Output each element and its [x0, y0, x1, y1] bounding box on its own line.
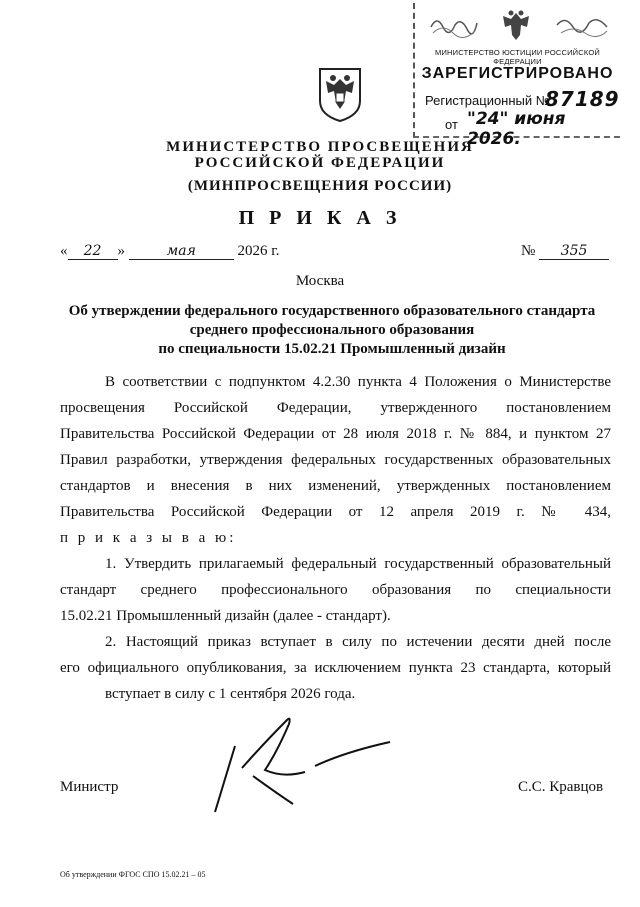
stamp-scribble — [555, 13, 610, 39]
body-paragraph-2 — [60, 551, 611, 629]
text-line: его официального опубликования, за исключением пункта 23 стандарта, который — [60, 660, 611, 676]
document-footer: Об утверждении ФГОС СПО 15.02.21 – 05 — [60, 870, 206, 879]
text-line: стандартов и внесения в них изменений, утвержденных постановлением — [60, 478, 611, 494]
text-line: В соответствии с подпунктом 4.2.30 пункта 4 Положения о Министерстве — [105, 374, 611, 390]
text-line: 15.02.21 Промышленный дизайн (далее - стандарт). — [60, 608, 391, 624]
stamp-reg-date: "24" июня 2026. — [467, 109, 566, 149]
text-line: стандарт среднего профессионального образования по специальности — [60, 582, 611, 598]
quote-close: » — [117, 243, 125, 259]
stamp-reg-number: 87189 — [545, 87, 620, 111]
stamp-eagle-icon — [497, 7, 535, 45]
signatory-name: С.С. Кравцов — [518, 779, 604, 795]
order-title — [60, 302, 604, 359]
order-year: 2026 г. — [237, 243, 280, 259]
stamp-reg-label: Регистрационный № — [425, 93, 550, 108]
text-line: 1. Утвердить прилагаемый федеральный государственный образовательный — [105, 556, 611, 572]
text-line: Правительства Российской Федерации от 28 июля 2018 г. № 884, и пунктом 27 — [60, 426, 611, 442]
prikazyvayu: п р и к а з ы в а ю: — [60, 530, 237, 546]
document-type: П Р И К А З — [238, 207, 402, 229]
quote-open: « — [60, 243, 68, 259]
body-paragraph-1 — [60, 369, 611, 551]
order-day: 22 — [68, 243, 118, 260]
signatory-position: Министр — [60, 779, 119, 795]
title-line: Об утверждении федерального государственного образовательного стандарта — [68, 303, 596, 319]
stamp-from-label: от — [445, 117, 458, 132]
order-number-block — [521, 243, 609, 260]
text-line: 2. Настоящий приказ вступает в силу по истечении десяти дней после — [105, 634, 611, 650]
stamp-ministry: МИНИСТЕРСТВО ЮСТИЦИИ РОССИЙСКОЙ ФЕДЕРАЦИИ — [435, 48, 600, 66]
order-city: Москва — [295, 273, 345, 289]
registration-stamp — [413, 3, 620, 149]
order-month: мая — [129, 243, 234, 260]
text-line: Правил разработки, утверждения федеральных государственных образовательных — [60, 452, 611, 468]
body-paragraph-3 — [60, 629, 611, 707]
stamp-registered: ЗАРЕГИСТРИРОВАНО — [421, 65, 614, 82]
text-line: просвещения Российской Федерации, утвержденного постановлением — [60, 400, 611, 416]
text-line: Правительства Российской Федерации от 12 апреля 2019 г. № 434, — [60, 504, 611, 520]
ministry-name-line2: РОССИЙСКОЙ ФЕДЕРАЦИИ — [194, 155, 446, 171]
signature-image — [205, 712, 395, 817]
title-line: среднего профессионального образования — [189, 322, 475, 338]
order-date — [60, 243, 279, 260]
order-number: 355 — [539, 243, 609, 260]
ministry-name-line1: МИНИСТЕРСТВО ПРОСВЕЩЕНИЯ — [166, 139, 474, 155]
order-number-label: № — [521, 243, 536, 259]
text-line: вступает в силу с 1 сентября 2026 года. — [105, 686, 356, 702]
ministry-short-name: (МИНПРОСВЕЩЕНИЯ РОССИИ) — [187, 178, 453, 194]
stamp-scribble — [429, 13, 479, 39]
coat-of-arms-icon — [316, 67, 364, 123]
title-line: по специальности 15.02.21 Промышленный дизайн — [158, 341, 506, 357]
